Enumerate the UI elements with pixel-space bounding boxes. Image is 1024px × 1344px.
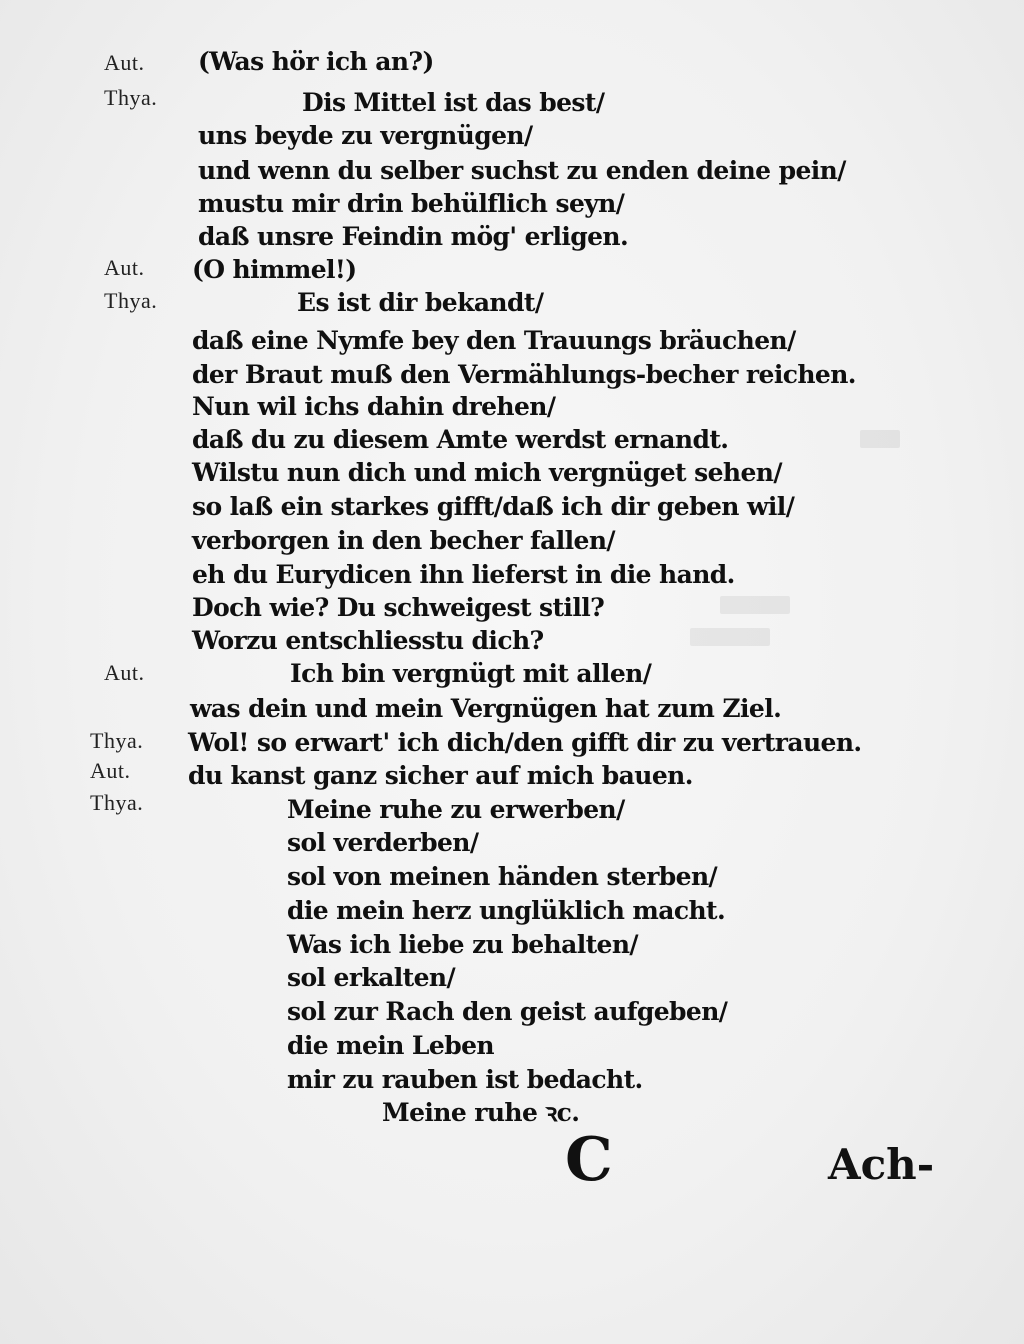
speaker-label: Aut.: [104, 255, 145, 280]
show-through-mark: [860, 430, 900, 448]
verse-line: mir zu rauben ist bedacht.: [287, 1065, 643, 1094]
verse-line: uns beyde zu vergnügen/: [198, 121, 533, 150]
verse-line: Meine ruhe zu erwerben/: [287, 795, 625, 824]
verse-line: daß eine Nymfe bey den Trauungs bräuchen/: [192, 326, 796, 355]
verse-line: so laß ein starkes gifft/daß ich dir geben wil/: [192, 492, 795, 521]
show-through-mark: [690, 628, 770, 646]
verse-line: sol erkalten/: [287, 963, 456, 992]
verse-line: verborgen in den becher fallen/: [192, 526, 615, 555]
catchword: Ach-: [828, 1140, 935, 1189]
verse-line: Nun wil ichs dahin drehen/: [192, 392, 556, 421]
verse-line: Worzu entschliesstu dich?: [192, 626, 544, 655]
verse-line: Doch wie? Du schweigest still?: [192, 593, 605, 622]
verse-line: daß unsre Feindin mög' erligen.: [198, 222, 629, 251]
signature-mark: C: [565, 1125, 613, 1195]
verse-line: Was ich liebe zu behalten/: [287, 930, 638, 959]
verse-line: daß du zu diesem Amte werdst ernandt.: [192, 425, 729, 454]
speaker-label: Thya.: [90, 728, 144, 753]
verse-line: eh du Eurydicen ihn lieferst in die hand.: [192, 560, 735, 589]
verse-line: Meine ruhe ꝛc.: [382, 1098, 580, 1127]
verse-line: (Was hör ich an?): [198, 47, 434, 76]
verse-line: und wenn du selber suchst zu enden deine pein/: [198, 156, 846, 185]
verse-line: Wol! so erwart' ich dich/den gifft dir zu vertrauen.: [188, 728, 862, 757]
verse-line: sol zur Rach den geist aufgeben/: [287, 997, 728, 1026]
speaker-label: Aut.: [90, 758, 131, 783]
verse-line: mustu mir drin behülflich seyn/: [198, 189, 625, 218]
speaker-label: Aut.: [104, 660, 145, 685]
verse-line: (O himmel!): [192, 255, 357, 284]
verse-line: die mein Leben: [287, 1031, 494, 1060]
speaker-label: Thya.: [90, 790, 144, 815]
verse-line: die mein herz unglüklich macht.: [287, 896, 726, 925]
verse-line: sol von meinen händen sterben/: [287, 862, 718, 891]
verse-line: du kanst ganz sicher auf mich bauen.: [188, 761, 693, 790]
verse-line: was dein und mein Vergnügen hat zum Ziel.: [190, 694, 782, 723]
speaker-label: Thya.: [104, 85, 158, 110]
speaker-label: Thya.: [104, 288, 158, 313]
speaker-label: Aut.: [104, 50, 145, 75]
verse-line: der Braut muß den Vermählungs-becher reichen.: [192, 360, 856, 389]
verse-line: Ich bin vergnügt mit allen/: [290, 659, 652, 688]
verse-line: sol verderben/: [287, 828, 479, 857]
verse-line: Wilstu nun dich und mich vergnüget sehen/: [192, 458, 782, 487]
show-through-mark: [720, 596, 790, 614]
verse-line: Dis Mittel ist das best/: [302, 88, 605, 117]
verse-line: Es ist dir bekandt/: [297, 288, 544, 317]
